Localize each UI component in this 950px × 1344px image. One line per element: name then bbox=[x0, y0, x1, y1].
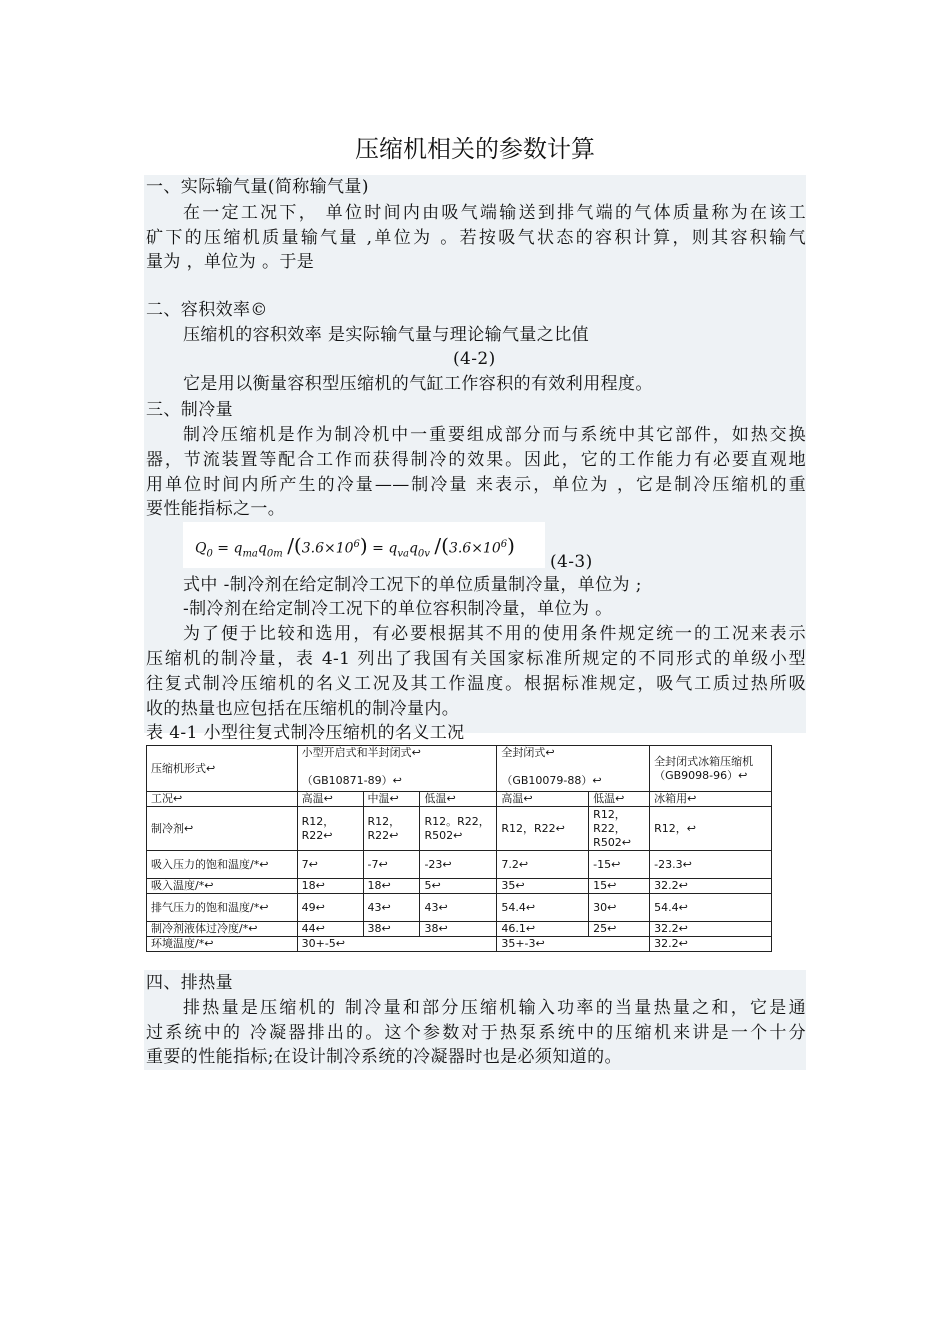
table-cell: 5↩ bbox=[420, 879, 497, 894]
paragraph-line: 往复式制冷压缩机的名义工况及其工作温度。根据标准规定，吸气工质过热所吸 bbox=[146, 674, 806, 694]
table-cell: 32.2↩ bbox=[650, 922, 772, 937]
table-group-cell: 全封闭式冰箱压缩机（GB9098-96）↩ bbox=[650, 746, 772, 792]
table-cell: 低温↩ bbox=[589, 792, 650, 807]
table-cell: -23↩ bbox=[420, 851, 497, 879]
table-cell: 7↩ bbox=[297, 851, 363, 879]
group-standard: （GB10079-88）↩ bbox=[501, 774, 602, 787]
paragraph-line: 量为 ，单位为 。于是 bbox=[146, 252, 315, 272]
equation-number: (4-3) bbox=[550, 552, 593, 572]
table-cell: 54.4↩ bbox=[497, 894, 589, 922]
section-heading: 四、排热量 bbox=[146, 973, 233, 993]
table-cell: R12，↩ bbox=[650, 807, 772, 851]
section-heading: 三、制冷量 bbox=[146, 400, 233, 420]
paragraph-line: 器，节流装置等配合工作而获得制冷的效果。因此，它的工作能力有必要直观地 bbox=[146, 450, 806, 470]
table-cell: R12，R22↩ bbox=[497, 807, 589, 851]
paragraph-line: 制冷压缩机是作为制冷机中一重要组成部分而与系统中其它部件，如热交换 bbox=[183, 425, 806, 445]
table-cell: 中温↩ bbox=[363, 792, 420, 807]
paragraph-line: 重要的性能指标;在设计制冷系统的冷凝器时也是必须知道的。 bbox=[146, 1047, 622, 1067]
table-group-cell bbox=[297, 746, 497, 792]
table-cell: 43↩ bbox=[420, 894, 497, 922]
table-cell: 15↩ bbox=[589, 879, 650, 894]
group-name: 小型开启式和半封闭式↩ bbox=[301, 746, 421, 759]
table-cell: 46.1↩ bbox=[497, 922, 589, 937]
cooling-capacity-formula: $Q_0 = q_{ma}q_{0m}$ $/(3.6\times 10^6) = q_{va}q_{0v}$ $/(3.6\times 10^6)$ bbox=[183, 522, 545, 568]
table-cell: 18↩ bbox=[297, 879, 363, 894]
table-cell: 25↩ bbox=[589, 922, 650, 937]
table-cell: 排气压力的饱和温度/*↩ bbox=[147, 894, 298, 922]
table-cell: 冰箱用↩ bbox=[650, 792, 772, 807]
table-cell: 43↩ bbox=[363, 894, 420, 922]
section-heading: 二、容积效率© bbox=[146, 300, 268, 320]
page-title: 压缩机相关的参数计算 bbox=[355, 135, 595, 163]
nominal-conditions-table bbox=[146, 745, 772, 952]
table-cell: 32.2↩ bbox=[650, 937, 772, 952]
table-row bbox=[147, 807, 772, 851]
table-cell: 30↩ bbox=[589, 894, 650, 922]
paragraph-line: 要性能指标之一。 bbox=[146, 499, 286, 519]
group-name: 全封闭式↩ bbox=[501, 746, 555, 759]
table-cell: -23.3↩ bbox=[650, 851, 772, 879]
table-cell: 工况↩ bbox=[147, 792, 298, 807]
table-row bbox=[147, 792, 772, 807]
paragraph-line: 用单位时间内所产生的冷量——制冷量 来表示，单位为 ，它是制冷压缩机的重 bbox=[146, 475, 806, 495]
table-cell: 32.2↩ bbox=[650, 879, 772, 894]
table-cell: 54.4↩ bbox=[650, 894, 772, 922]
paragraph-line: 压缩机的容积效率 是实际输气量与理论输气量之比值 bbox=[183, 325, 590, 345]
table-cell: 44↩ bbox=[297, 922, 363, 937]
table-caption: 表 4-1 小型往复式制冷压缩机的名义工况 bbox=[146, 723, 465, 743]
table-cell: 压缩机形式↩ bbox=[147, 746, 298, 792]
paragraph-line: 在一定工况下， 单位时间内由吸气端输送到排气端的气体质量称为在该工 bbox=[183, 203, 806, 223]
table-cell: 环境温度/*↩ bbox=[147, 937, 298, 952]
table-row bbox=[147, 879, 772, 894]
table-cell: 低温↩ bbox=[420, 792, 497, 807]
paragraph-line: 它是用以衡量容积型压缩机的气缸工作容积的有效利用程度。 bbox=[183, 374, 653, 394]
table-cell: 高温↩ bbox=[497, 792, 589, 807]
paragraph-line: 压缩机的制冷量，表 4-1 列出了我国有关国家标准所规定的不同形式的单级小型 bbox=[146, 649, 806, 669]
table-cell: 35↩ bbox=[497, 879, 589, 894]
table-cell: 制冷剂液体过冷度/*↩ bbox=[147, 922, 298, 937]
table-cell: 38↩ bbox=[363, 922, 420, 937]
table-cell: 高温↩ bbox=[297, 792, 363, 807]
table-header-row bbox=[147, 746, 772, 792]
table-cell: R12，R22↩ bbox=[297, 807, 363, 851]
paragraph-line: 收的热量也应包括在压缩机的制冷量内。 bbox=[146, 699, 460, 719]
table-group-cell bbox=[497, 746, 650, 792]
table-cell: 35+-3↩ bbox=[497, 937, 650, 952]
section-heading: 一、实际输气量(简称输气量) bbox=[146, 177, 369, 197]
equation-number: (4-2) bbox=[453, 349, 496, 369]
paragraph-line: 过系统中的 冷凝器排出的。这个参数对于热泵系统中的压缩机来讲是一个十分 bbox=[146, 1023, 806, 1043]
table-cell: 30+-5↩ bbox=[297, 937, 497, 952]
paragraph-line: 为了便于比较和选用，有必要根据其不用的使用条件规定统一的工况来表示 bbox=[183, 624, 806, 644]
group-standard: （GB10871-89）↩ bbox=[301, 774, 402, 787]
table-cell: 制冷剂↩ bbox=[147, 807, 298, 851]
table-row bbox=[147, 922, 772, 937]
table-cell: -7↩ bbox=[363, 851, 420, 879]
paragraph-line: 式中 -制冷剂在给定制冷工况下的单位质量制冷量，单位为 ; bbox=[183, 575, 642, 595]
table-row bbox=[147, 937, 772, 952]
table-cell: 49↩ bbox=[297, 894, 363, 922]
table-cell: 吸入压力的饱和温度/*↩ bbox=[147, 851, 298, 879]
paragraph-line: -制冷剂在给定制冷工况下的单位容积制冷量，单位为 。 bbox=[183, 599, 613, 619]
table-cell: 7.2↩ bbox=[497, 851, 589, 879]
paragraph-line: 矿下的压缩机质量输气量 ,单位为 。若按吸气状态的容积计算，则其容积输气 bbox=[146, 228, 806, 248]
table-cell: 38↩ bbox=[420, 922, 497, 937]
table-cell: 吸入温度/*↩ bbox=[147, 879, 298, 894]
table-cell: R12，R22，R502↩ bbox=[589, 807, 650, 851]
table-cell: R12，R22↩ bbox=[363, 807, 420, 851]
table-cell: 18↩ bbox=[363, 879, 420, 894]
table-row bbox=[147, 894, 772, 922]
table-cell: R12。R22，R502↩ bbox=[420, 807, 497, 851]
paragraph-line: 排热量是压缩机的 制冷量和部分压缩机输入功率的当量热量之和，它是通 bbox=[183, 998, 806, 1018]
table-cell: -15↩ bbox=[589, 851, 650, 879]
table-row bbox=[147, 851, 772, 879]
